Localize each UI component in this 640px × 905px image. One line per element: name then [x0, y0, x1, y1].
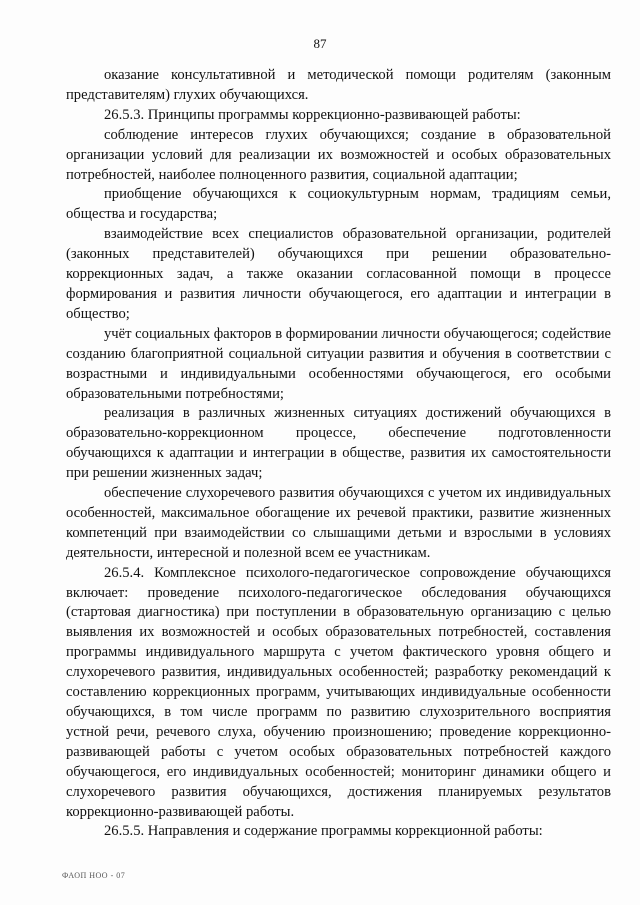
paragraph: 26.5.4. Комплексное психолого-педагогическое сопровождение обучающихся включает: проведение психолого-педагогическое обследования обучающихся (стартовая диагностика) при поступлении в образовательную организацию с целью выявления их возможностей и особых образовательных потребностей, составления программы индивидуального маршрута с учетом фактического уровня общего и слухоречевого развития, индивидуальных особенностей; разработку рекомендаций к составлению коррекционных программ, учитывающих индивидуальные особенности обучающихся, в том числе программ по развитию слухозрительного восприятия устной речи, речевого слуха, обучению произношению; проведение коррекционно-развивающей работы с учетом особых образовательных потребностей каждого обучающегося, его индивидуальных особенностей; мониторинг динамики общего и слухоречевого развития обучающихся, достижения планируемых результатов коррекционно-развивающей работы. [66, 564, 611, 820]
page-body [66, 66, 611, 842]
paragraph: оказание консультативной и методической помощи родителям (законным представителям) глухих обучающихся. [66, 67, 611, 103]
page-number: 87 [313, 36, 327, 51]
paragraph: соблюдение интересов глухих обучающихся; создание в образовательной организации условий для реализации их возможностей и особых образовательных потребностей, наиболее полноценного развития, социальной адаптации; [66, 126, 611, 183]
paragraph: обеспечение слухоречевого развития обучающихся с учетом их индивидуальных особенностей, максимальное обогащение их речевой практики, развитие жизненных компетенций при взаимодействии со слышащими детьми и взрослыми в условиях деятельности, интересной и полезной всем ее участникам. [66, 485, 611, 561]
paragraph: реализация в различных жизненных ситуациях достижений обучающихся в образовательно-коррекционном процессе, обеспечение подготовленности обучающихся к адаптации и интеграции в обществе, развития их самостоятельности при решении жизненных задач; [66, 405, 611, 482]
footer-stamp: ФАОП НОО - 07 [62, 871, 126, 880]
paragraph: учёт социальных факторов в формировании личности обучающегося; содействие созданию благоприятной социальной ситуации развития и обучения в соответствии с возрастными и индивидуальными особенностями обучающегося, его особыми образовательными потребностями; [66, 325, 611, 402]
paragraph: 26.5.5. Направления и содержание программы коррекционной работы: [104, 823, 543, 840]
paragraph: приобщение обучающихся к социокультурным нормам, традициям семьи, общества и государства; [66, 186, 611, 223]
paragraph: взаимодействие всех специалистов образовательной организации, родителей (законных представителей) обучающихся при решении образовательно-коррекционных задач, а также оказании согласованной помощи в процессе формирования и развития личности обучающегося, его адаптации и интеграции в общество; [66, 226, 611, 322]
paragraph: 26.5.3. Принципы программы коррекционно-развивающей работы: [104, 106, 521, 123]
